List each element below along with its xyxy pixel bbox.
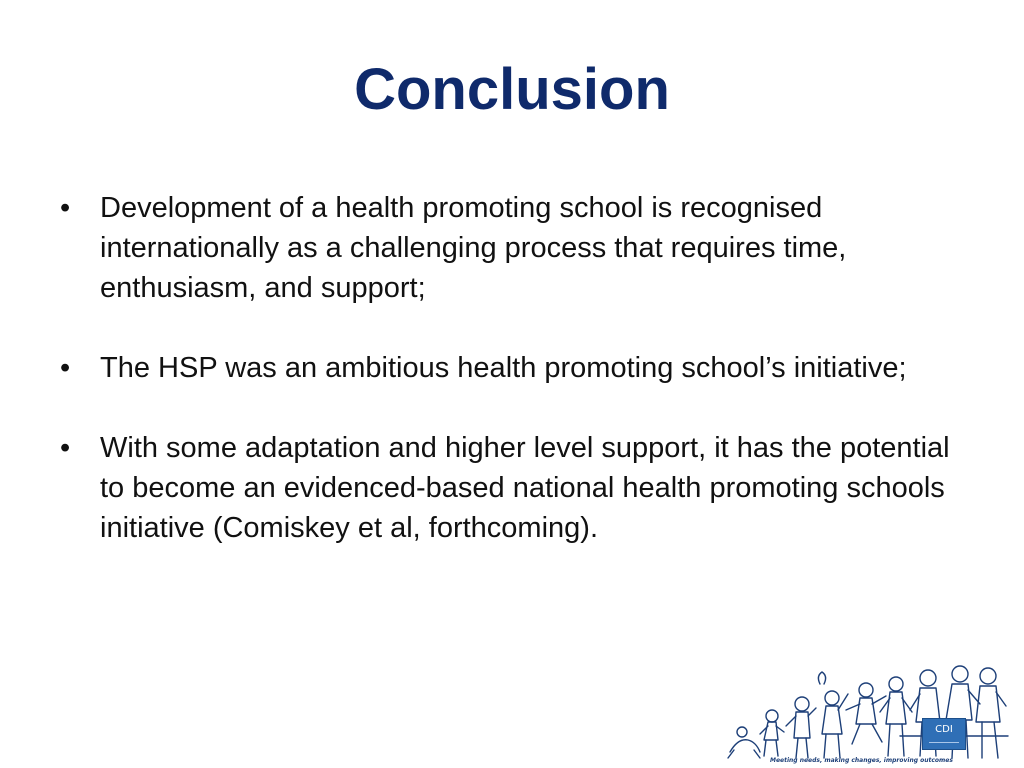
logo-tagline: Meeting needs, making changes, improving outcomes (770, 757, 953, 764)
bullet-list (58, 188, 978, 588)
cdi-logo (720, 664, 1010, 764)
bullet-marker: • (60, 352, 71, 384)
bullet-text: Development of a health promoting school is recognised internationally as a challenging process that requires time, enthusiasm, and support; (100, 192, 847, 304)
bullet-text: With some adaptation and higher level support, it has the potential to become an evidenced-based national health promoting schools initiative (Comiskey et al, forthcoming). (100, 432, 950, 544)
cdi-badge-text: CDI (935, 724, 953, 735)
cdi-badge (922, 718, 966, 750)
bullet-item-3 (58, 428, 978, 548)
bullet-marker: • (60, 432, 71, 464)
slide-title: Conclusion (354, 57, 670, 122)
bullet-marker: • (60, 192, 71, 224)
bullet-item-1 (58, 188, 978, 308)
bullet-item-2 (58, 348, 978, 388)
children-growing-line-drawing-icon (720, 664, 1010, 764)
cdi-badge-underline (929, 742, 959, 743)
bullet-text: The HSP was an ambitious health promoting school’s initiative; (100, 352, 907, 384)
